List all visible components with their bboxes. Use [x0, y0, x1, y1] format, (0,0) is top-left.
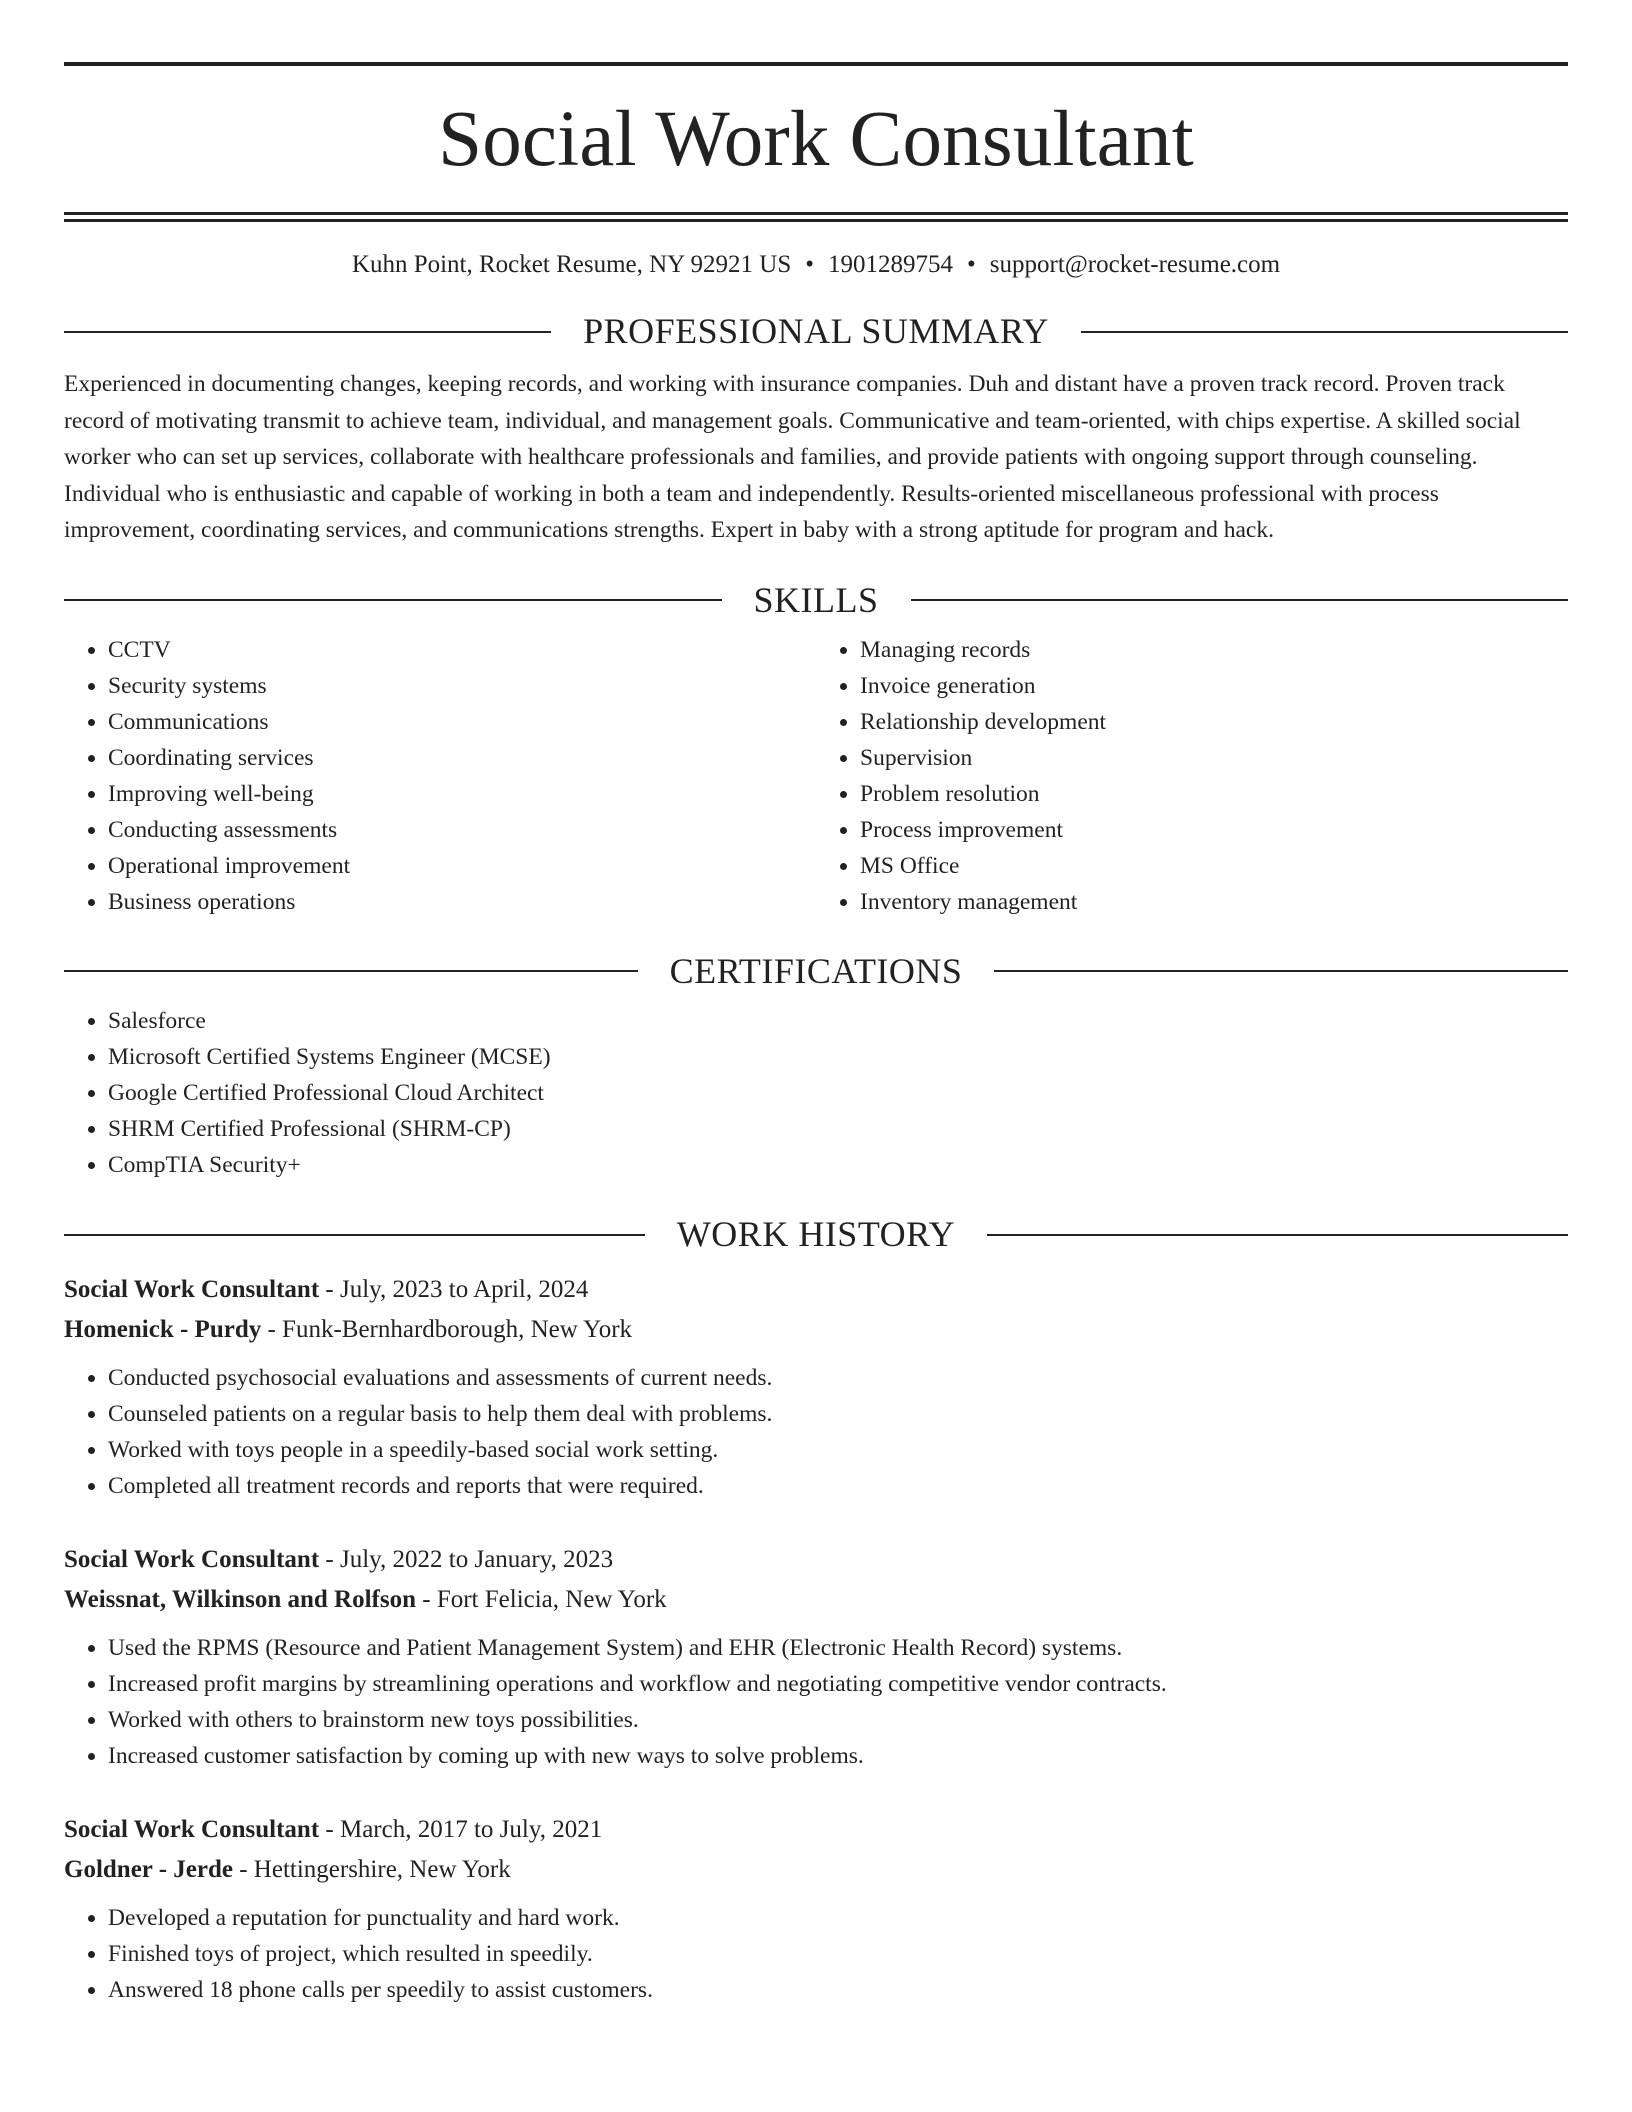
- job-entry: [64, 1810, 1568, 2008]
- skill-item: • CCTV: [108, 632, 816, 668]
- skill-item: • Supervision: [860, 740, 1568, 776]
- certification-item: • CompTIA Security+: [108, 1147, 1568, 1183]
- certification-item: • Google Certified Professional Cloud Architect: [108, 1075, 1568, 1111]
- skill-item: • Communications: [108, 704, 816, 740]
- job-bullet: • Increased profit margins by streamlining operations and workflow and negotiating competitive vendor contracts.: [108, 1666, 1568, 1702]
- job-bullet: • Finished toys of project, which resulted in speedily.: [108, 1936, 1568, 1972]
- heading-rule: [64, 970, 638, 972]
- heading-rule: [1081, 331, 1568, 333]
- work-heading-row: [64, 1213, 1568, 1256]
- job-location: - Fort Felicia, New York: [416, 1586, 667, 1614]
- job-company: Weissnat, Wilkinson and Rolfson: [64, 1586, 416, 1614]
- contact-email[interactable]: support@rocket-resume.com: [989, 251, 1281, 278]
- job-bullet: • Conducted psychosocial evaluations and assessments of current needs.: [108, 1360, 1568, 1396]
- skill-item: • Improving well-being: [108, 776, 816, 812]
- job-dates: - March, 2017 to July, 2021: [319, 1816, 603, 1844]
- resume-name: Social Work Consultant: [438, 96, 1194, 183]
- job-company: Goldner - Jerde: [64, 1856, 233, 1884]
- certification-item: • Microsoft Certified Systems Engineer (MCSE): [108, 1039, 1568, 1075]
- job-bullet: • Used the RPMS (Resource and Patient Management System) and EHR (Electronic Health Record) systems.: [108, 1630, 1568, 1666]
- job-bullet: • Counseled patients on a regular basis to help them deal with problems.: [108, 1396, 1568, 1432]
- skills-grid: [64, 632, 1568, 920]
- summary-heading-row: [64, 310, 1568, 353]
- job-title-line: [64, 1540, 1568, 1580]
- summary-heading: PROFESSIONAL SUMMARY: [583, 311, 1049, 351]
- name-double-rule: [64, 212, 1568, 222]
- job-location: - Funk-Bernhardborough, New York: [261, 1316, 633, 1344]
- skill-item: • MS Office: [860, 848, 1568, 884]
- heading-rule: [987, 1234, 1568, 1236]
- contact-separator: •: [967, 251, 976, 278]
- skill-item: • Problem resolution: [860, 776, 1568, 812]
- skill-item: • Relationship development: [860, 704, 1568, 740]
- job-entry: [64, 1270, 1568, 1504]
- skill-item: • Conducting assessments: [108, 812, 816, 848]
- skill-item: • Coordinating services: [108, 740, 816, 776]
- skills-heading: SKILLS: [753, 579, 879, 620]
- job-title: Social Work Consultant: [64, 1276, 320, 1304]
- job-bullet: • Developed a reputation for punctuality and hard work.: [108, 1900, 1568, 1936]
- job-bullet: • Completed all treatment records and reports that were required.: [108, 1468, 1568, 1504]
- heading-rule: [911, 599, 1569, 601]
- certification-item: • Salesforce: [108, 1003, 1568, 1039]
- skills-heading-row: [64, 579, 1568, 622]
- heading-rule: [64, 331, 551, 333]
- contact-phone: 1901289754: [828, 251, 954, 278]
- skill-item: • Operational improvement: [108, 848, 816, 884]
- job-title-line: [64, 1810, 1568, 1850]
- skill-item: • Inventory management: [860, 884, 1568, 920]
- job-entry: [64, 1540, 1568, 1774]
- top-rule: [64, 62, 1568, 66]
- job-dates: - July, 2023 to April, 2024: [319, 1276, 589, 1304]
- heading-rule: [994, 970, 1568, 972]
- job-title-line: [64, 1270, 1568, 1310]
- job-company: Homenick - Purdy: [64, 1316, 262, 1344]
- job-title: Social Work Consultant: [64, 1816, 320, 1844]
- heading-rule: [64, 599, 722, 601]
- certification-item: • SHRM Certified Professional (SHRM-CP): [108, 1111, 1568, 1147]
- job-title: Social Work Consultant: [64, 1546, 320, 1574]
- job-bullet: • Worked with toys people in a speedily-based social work setting.: [108, 1432, 1568, 1468]
- work-heading: WORK HISTORY: [676, 1214, 956, 1255]
- job-company-line: [64, 1850, 1568, 1890]
- skill-item: • Invoice generation: [860, 668, 1568, 704]
- skill-item: • Security systems: [108, 668, 816, 704]
- job-bullet: • Answered 18 phone calls per speedily to assist customers.: [108, 1972, 1568, 2008]
- job-location: - Hettingershire, New York: [232, 1856, 511, 1884]
- skill-item: • Process improvement: [860, 812, 1568, 848]
- skill-item: • Business operations: [108, 884, 816, 920]
- heading-rule: [64, 1234, 645, 1236]
- job-bullet: • Increased customer satisfaction by coming up with new ways to solve problems.: [108, 1738, 1568, 1774]
- job-dates: - July, 2022 to January, 2023: [319, 1546, 614, 1574]
- contact-address: Kuhn Point, Rocket Resume, NY 92921 US: [351, 251, 792, 278]
- contact-line: [64, 250, 1568, 280]
- summary-text: Experienced in documenting changes, keeping records, and working with insurance companies. Duh and distant have a proven track record. Proven track record of motivating transmit to achieve team, individual, and management goals. Communicative and team-oriented, with chips expertise. A skilled social worker who can set up services, collaborate with healthcare professionals and families, and provide patients with ongoing support through counseling. Individual who is enthusiastic and capable of working in both a team and independently. Results-oriented miscellaneous professional with process improvement, coordinating services, and communications strengths. Expert in baby with a strong aptitude for program and hack.: [64, 371, 1521, 544]
- certifications-list: [64, 1003, 1568, 1183]
- certifications-heading-row: [64, 950, 1568, 993]
- skills-column-left: [64, 632, 816, 920]
- certifications-heading: CERTIFICATIONS: [669, 950, 963, 991]
- job-bullet: • Worked with others to brainstorm new toys possibilities.: [108, 1702, 1568, 1738]
- job-company-line: [64, 1310, 1568, 1350]
- skill-item: • Managing records: [860, 632, 1568, 668]
- skills-column-right: [816, 632, 1568, 920]
- contact-separator: •: [805, 251, 815, 278]
- job-company-line: [64, 1580, 1568, 1620]
